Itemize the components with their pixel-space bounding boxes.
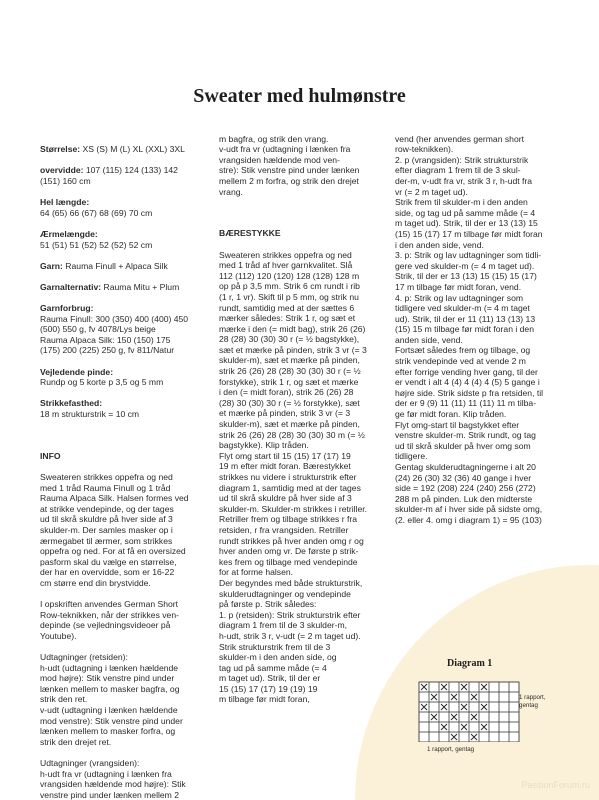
info-body: Sweateren strikkes oppefra og ned med 1 tråd Rauma Finull og 1 tråd Rauma Alpaca Silk. Halsen formes ved at strikke vendepinde, og der tages ud til skrå skuldre på hver side af 3 skulder-m. Der samles masker op i ærmegabet til ærmer, som strikkes oppefra og ned. For at få en oversized pasform skal du vælge en størrelse, der har en overvidde, som er 16-22 cm større end din brystvidde. I opskriften anvendes German Short Row-teknikken, når der strikkes ven- depinde (se vejledningsvideoer på Youtube). Udtagninger (retsiden): h-udt (udtagning i lænken hældende mod højre): Stik venstre pind under lænken mellem to masker bagfra, og strik den ret. v-udt (udtagning i lænken hældende mod venstre): Stik venstre pind under lænken mellem to masker forfra, og strik den drejet ret. Udtagninger (vrangsiden): h-udt fra vr (udtagning i lænken fra vrangsiden hældende mod højre): Stik venstre pind under lænken mellem 2 <box>40 472 189 800</box>
specs-block <box>40 134 218 420</box>
diagram-bottom-note: 1 rapport, gentag <box>427 746 475 753</box>
diagram-grid <box>417 680 527 742</box>
spec-label-chest: overvidde: <box>40 165 84 176</box>
spec-value-length: 64 (65) 66 (67) 68 (69) 70 cm <box>40 207 153 218</box>
spec-value-yarn-usage: Rauma Finull: 300 (350) 400 (400) 450 (500) 550 g, fv 4078/Lys beige Rauma Alpaca Silk: 150 (150) 175 (175) 200 (225) 250 g, fv 811/Natur <box>40 313 189 356</box>
spec-label-sleeve: Ærmelængde: <box>40 228 98 239</box>
spec-value-yarn: Rauma Finull + Alpaca Silk <box>62 260 168 271</box>
column-1 <box>40 123 218 800</box>
column-2 <box>219 123 389 716</box>
spec-label-gauge: Strikkefasthed: <box>40 398 103 409</box>
spec-value-sleeve: 51 (51) 51 (52) 52 (52) 52 cm <box>40 239 153 250</box>
spec-label-needles: Vejledende pinde: <box>40 366 114 377</box>
spec-label-size: Størrelse: <box>40 144 81 155</box>
spec-value-yarn-alt: Rauma Mitu + Plum <box>101 281 180 292</box>
section-heading-yoke: BÆRESTYKKE <box>219 228 281 239</box>
page-title: Sweater med hulmønstre <box>193 85 406 107</box>
spec-label-yarn: Garn: <box>40 260 63 271</box>
spec-value-size: XS (S) M (L) XL (XXL) 3XL <box>80 144 185 155</box>
spec-value-chest: 107 (115) 124 (133) 142 (151) 160 cm <box>40 165 178 186</box>
col2-intro: m bagfra, og strik den vrang. v-udt fra vr (udtagning i lænken fra vrangsiden hældende mod ven- stre): Stik venstre pind under lænken mellem 2 m forfra, og strik den drejet vrang. <box>219 133 360 197</box>
diagram-title: Diagram 1 <box>447 658 493 669</box>
spec-label-yarn-alt: Garnalternativ: <box>40 281 102 292</box>
spec-value-needles: Rundp og 5 korte p 3,5 og 5 mm <box>40 377 164 388</box>
spec-value-gauge: 18 m strukturstrik = 10 cm <box>40 409 140 420</box>
info-heading: INFO <box>40 450 61 461</box>
column-3 <box>395 123 570 536</box>
diagram-side-note: 1 rapport, gentag <box>519 694 546 709</box>
diagram-1 <box>395 658 585 758</box>
spec-label-length: Hel længde: <box>40 197 90 208</box>
watermark: PassionForum.ru <box>521 780 590 790</box>
col3-body: vend (her anvendes german short row-teknikken). 2. p (vrangsiden): Strik strukturstrik efter diagram 1 frem til de 3 skul- der-m, v-udt fra vr, strik 3 r, h-udt fra vr (= 2 m taget ud). Strik frem til skulder-m i den anden side, og tag ud på samme måde (= 4 m taget ud). Strik, til der er 13 (13) 15 (15) 15 (17) 17 m tilbage før midt foran i den anden side, vend. 3. p: Strik og lav udtagninger som tidli- gere ved skulder-m (= 4 m taget ud). Strik, til der er 13 (13) 15 (15) 15 (17) 17 m tilbage før midt foran, vend. 4. p: Strik og lav udtagninger som tidligere ved skulder-m (= 4 m taget ud). Strik, til der er 11 (11) 13 (13) 13 (15) 15 m tilbage før midt foran i den anden side, vend. Fortsæt således frem og tilbage, og strik vendepinde ved at vende 2 m efter forrige vending hver gang, til der er vendt i alt 4 (4) 4 (4) 4 (5) 5 gange i højre side. Strik sidste p fra retsiden, til der er 9 (9) 11 (11) 11 (11) 11 m tilba- ge før midt foran. Klip tråden. Flyt omg-start til bagstykket efter venstre skulder-m. Strik rundt, og tag ud til skrå skulder på hver omg som tidligere. Gentag skulderudtagningerne i alt 20 (24) 26 (30) 32 (36) 40 gange i hver side = 192 (208) 224 (240) 256 (272) 288 m på pinden. Luk den midterste skulder-m af i hver side på sidste omg, (2. eller 4. omg i diagram 1) = 95 (103) <box>395 133 544 525</box>
spec-label-yarn-usage: Garnforbrug: <box>40 303 94 314</box>
yoke-body: Sweateren strikkes oppefra og ned med 1 tråd af hver garnkvalitet. Slå 112 (112) 120 (120) 128 (128) 128 m op på p 3,5 mm. Strik 6 cm rundt i rib (1 r, 1 vr). Skift til p 5 mm, og strik nu rundt, samtidig med at der sættes 6 mærker således: Strik 1 r, og sæt et mærke i den (= midt bag), strik 26 (26) 28 (28) 30 (30) 30 r (= ½ bagstykke), sæt et mærke på pinden, strik 3 vr (= 3 skulder-m), sæt et mærke på pinden, strik 26 (26) 28 (28) 30 (30) 30 r (= ½ forstykke), strik 1 r, og sæt et mærke i den (= midt foran), strik 26 (26) 28 (28) 30 (30) 30 r (= ½ forstykke), sæt et mærke på pinden, strik 3 vr (= 3 skulder-m), sæt et mærke på pinden, strik 26 (26) 28 (28) 30 (30) 30 m (= ½ bagstykke). Klip tråden. Flyt omg start til 15 (15) 17 (17) 19 19 m efter midt foran. Bærestykket strikkes nu videre i strukturstrik efter diagram 1, samtidig med at der tages ud til skrå skuldre på hver side af 3 skulder-m. Skulder-m strikkes i retriller. Retriller frem og tilbage strikkes r fra retsiden, r fra vrangsiden. Retriller rundt strikkes på hver anden omg r og hver anden omg vr. De første p strik- kes frem og tilbage med vendepinde for at forme halsen. Der begyndes med både strukturstrik, skulderudtagninger og vendepinde på første p. Strik således: 1. p (retsiden): Strik strukturstrik efter diagram 1 frem til de 3 skulder-m, h-udt, strik 3 r, v-udt (= 2 m taget ud). Strik strukturstrik frem til de 3 skulder-m i den anden side, og tag ud på samme måde (= 4 m taget ud). Strik, til der er 15 (15) 17 (17) 19 (19) 19 m tilbage før midt foran, <box>219 249 368 705</box>
